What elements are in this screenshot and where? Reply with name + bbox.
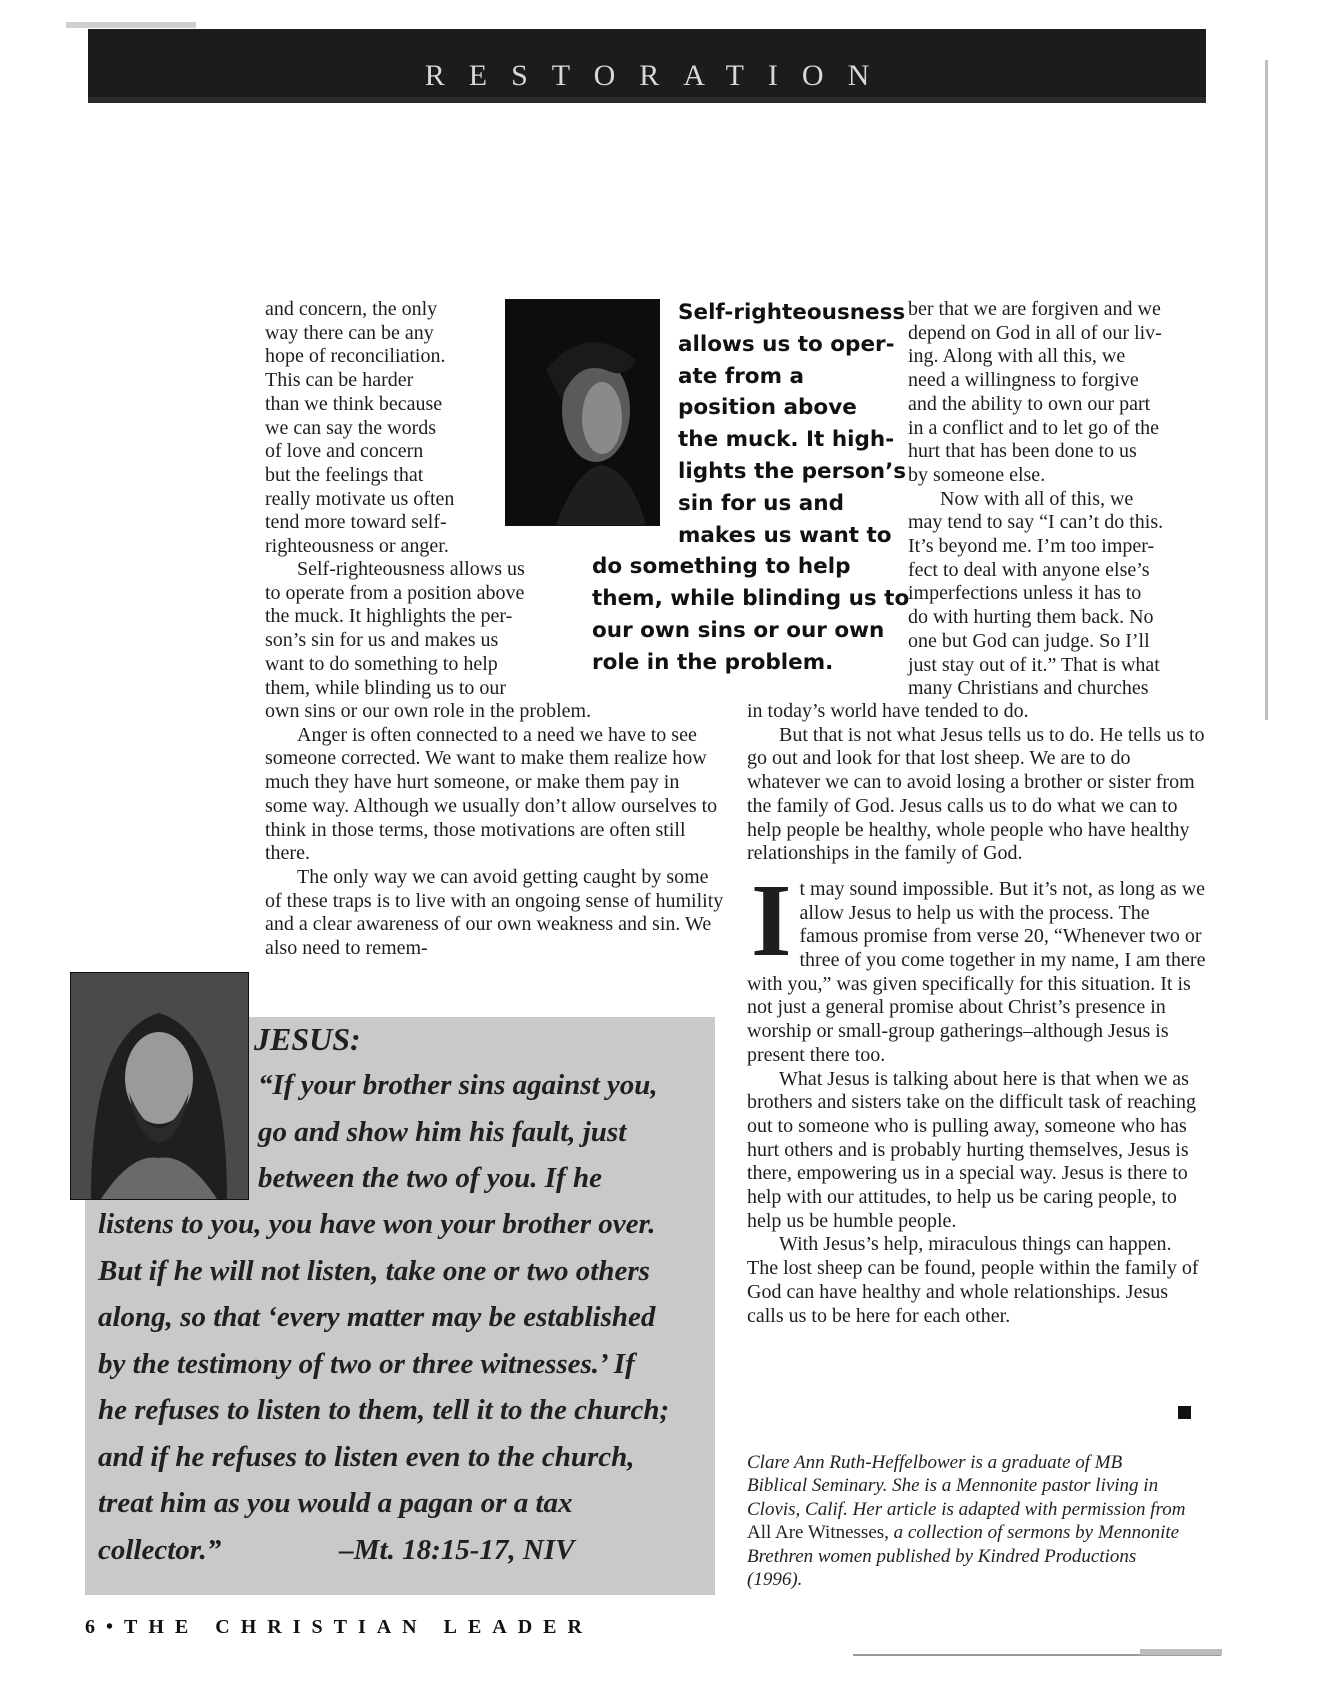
paragraph: t may sound impossible. But it’s not, as long as we allow Jesus to help us with the process. The famous promise from verse 20, “Whenever two or three of you come together in my name, I am there with you,” was given specifically for this situation. It is not just a general promise about Christ’s presence in worship or small-group gatherings–although Jesus is present there too.	[747, 877, 1206, 1066]
text-line: really motivate us often	[265, 487, 455, 510]
scripture-line: But if he will not listen, take one or two others	[98, 1254, 650, 1287]
text-line: than we think because	[265, 392, 443, 415]
text-line: of love and concern	[265, 440, 424, 463]
pull-quote-line: sin for us and	[678, 490, 844, 516]
pull-quote-line: our own sins or our own	[592, 617, 885, 643]
dropcap-letter: I	[751, 862, 792, 978]
text-line: Now with all of this, we	[940, 487, 1134, 510]
paragraph: But that is not what Jesus tells us to do. He tells us to go out and look for that lost sheep. We are to do whatever we can to avoid losing a brother or sister from the family of God. Jesus calls us to do what we can to help people be healthy, whole people who have healthy relationships in the family of God.	[747, 723, 1205, 865]
pull-quote-line: the muck. It high-	[678, 427, 895, 453]
body-text-left-middle	[265, 558, 570, 700]
paragraph: Anger is often connected to a need we have to see someone corrected. We want to make them realize how much they have hurt someone, or make them pay in some way. Although we usually don’t allow ourselves to think in those terms, those motivations are often still there.	[265, 723, 718, 865]
text-line: do with hurting them back. No	[908, 606, 1154, 629]
paragraph: With Jesus’s help, miraculous things can happen. The lost sheep can be found, people within the family of God can have healthy and whole relationships. Jesus calls us to be here for each other.	[747, 1233, 1199, 1327]
paragraph	[908, 488, 1208, 701]
section-title: RESTORATION	[424, 59, 894, 92]
scripture-line: and if he refuses to listen even to the church,	[98, 1440, 635, 1473]
text-line: them, while blinding us to our	[265, 676, 507, 699]
pull-quote	[592, 297, 910, 679]
text-line: hope of reconciliation.	[265, 345, 446, 368]
text-line: just stay out of it.” That is what	[908, 653, 1160, 676]
text-line: by someone else.	[908, 463, 1046, 486]
text-line: and the ability to own our part	[908, 392, 1151, 415]
text-line: hurt that has been done to us	[908, 440, 1137, 463]
text-line: ing. Along with all this, we	[908, 345, 1126, 368]
body-text-left-bottom	[265, 700, 725, 961]
pull-quote-line: allows us to oper-	[678, 331, 895, 357]
scripture-line: treat him as you would a pagan or a tax	[98, 1487, 573, 1519]
text-line: Self-righteousness allows us	[297, 558, 525, 580]
text-line: but the feelings that	[265, 463, 424, 486]
folio-separator: •	[106, 1616, 125, 1638]
pull-quote-line: makes us want to	[678, 522, 892, 548]
author-bio	[747, 1451, 1187, 1591]
text-line: tend more toward self-	[265, 511, 447, 534]
scripture-line: listens to you, you have won your brother over.	[98, 1208, 656, 1240]
scripture-line: “If your brother sins against you,	[258, 1069, 658, 1101]
paragraph: The only way we can avoid getting caught by some of these traps is to live with an ongoing sense of humility and a clear awareness of our own weakness and sin. We also need to remem-	[265, 865, 724, 960]
text-line: need a willingness to forgive	[908, 369, 1139, 392]
section-header-bar	[88, 29, 1206, 103]
text-line: one but God can judge. So I’ll	[908, 629, 1150, 652]
scripture-line: by the testimony of two or three witnesses.’ If	[98, 1347, 635, 1380]
scripture-heading: JESUS:	[254, 1021, 361, 1057]
pull-quote-line: do something to help	[592, 554, 851, 580]
body-text-right-bottom	[747, 700, 1207, 1328]
scripture-line: he refuses to listen to them, tell it to the church;	[98, 1394, 670, 1426]
paragraph-end: own sins or our own role in the problem.	[265, 700, 592, 722]
scripture-last-words: collector.”	[98, 1533, 222, 1566]
text-line: want to do something to help	[265, 652, 498, 675]
text-line: way there can be any	[265, 321, 434, 344]
text-line: depend on God in all of our liv-	[908, 321, 1162, 344]
scan-artifact-line	[66, 22, 196, 28]
bio-text: Clare Ann Ruth-Heffelbower is a graduate of MB Biblical Seminary. She is a Mennonite pastor living in Clovis, Calif. Her article is adapted with permission from	[747, 1452, 1186, 1520]
paragraph-end: in today’s world have tended to do.	[747, 700, 1029, 722]
scripture-citation: –Mt. 18:15-17, NIV	[339, 1533, 575, 1566]
dropcap-paragraph	[747, 862, 1207, 1068]
portrait-jesus-image	[71, 973, 248, 1199]
portrait-photo-jesus	[70, 972, 249, 1200]
scripture-line: between the two of you. If he	[258, 1162, 602, 1194]
paragraph-continued	[265, 298, 485, 559]
footer-rule-accent	[1140, 1649, 1222, 1655]
text-line: This can be harder	[265, 369, 414, 392]
pull-quote-line: role in the problem.	[592, 649, 834, 675]
text-line: righteousness or anger.	[265, 535, 449, 558]
text-line: and concern, the only	[265, 298, 438, 320]
text-line: ber that we are forgiven and we	[908, 298, 1161, 320]
body-text-right-top	[908, 298, 1208, 701]
pull-quote-line: ate from a	[678, 363, 804, 389]
pull-quote-line: position above	[678, 395, 857, 421]
page-number: 6	[85, 1616, 106, 1638]
text-line: It’s beyond me. I’m too imper-	[908, 535, 1155, 558]
text-line: fect to deal with anyone else’s	[908, 558, 1150, 581]
paragraph: What Jesus is talking about here is that when we as brothers and sisters take on the difficult task of reaching out to someone who is pulling away, someone who has hurt others and is probably hurting themselves, Jesus is there, empowering us in a special way. Jesus is there to help with our attitudes, to help us be caring people, to help us be humble people.	[747, 1067, 1196, 1232]
scripture-line-last	[98, 1527, 669, 1574]
pull-quote-line: Self-righteousness	[678, 300, 906, 325]
page-edge-line	[1265, 60, 1268, 720]
paragraph	[265, 558, 570, 700]
text-line: may tend to say “I can’t do this.	[908, 511, 1164, 534]
text-line: imperfections unless it has to	[908, 582, 1142, 605]
scripture-line: along, so that ‘every matter may be established	[98, 1301, 656, 1333]
scripture-quote-bottom	[98, 1201, 669, 1573]
end-of-article-mark	[1178, 1406, 1191, 1419]
body-text-left-top	[265, 298, 485, 559]
text-line: son’s sin for us and makes us	[265, 629, 499, 652]
publication-name: THE CHRISTIAN LEADER	[124, 1616, 593, 1638]
scripture-quote-top	[258, 1062, 658, 1202]
bio-book-title: All Are Witnesses	[747, 1522, 885, 1544]
pull-quote-line: lights the person’s	[678, 458, 907, 484]
text-line: to operate from a position above	[265, 581, 525, 604]
scripture-line: go and show him his fault, just	[258, 1115, 627, 1148]
paragraph	[908, 298, 1208, 488]
text-line: many Christians and churches	[908, 677, 1149, 700]
text-line: in a conflict and to let go of the	[908, 416, 1160, 439]
pull-quote-line: them, while blinding us to	[592, 586, 910, 612]
bio-text-end: , a collection of sermons by Mennonite Brethren women published by Kindred Productions (1996).	[747, 1522, 1180, 1591]
text-line: the muck. It highlights the per-	[265, 605, 513, 628]
page-folio	[85, 1616, 593, 1639]
text-line: we can say the words	[265, 416, 437, 439]
